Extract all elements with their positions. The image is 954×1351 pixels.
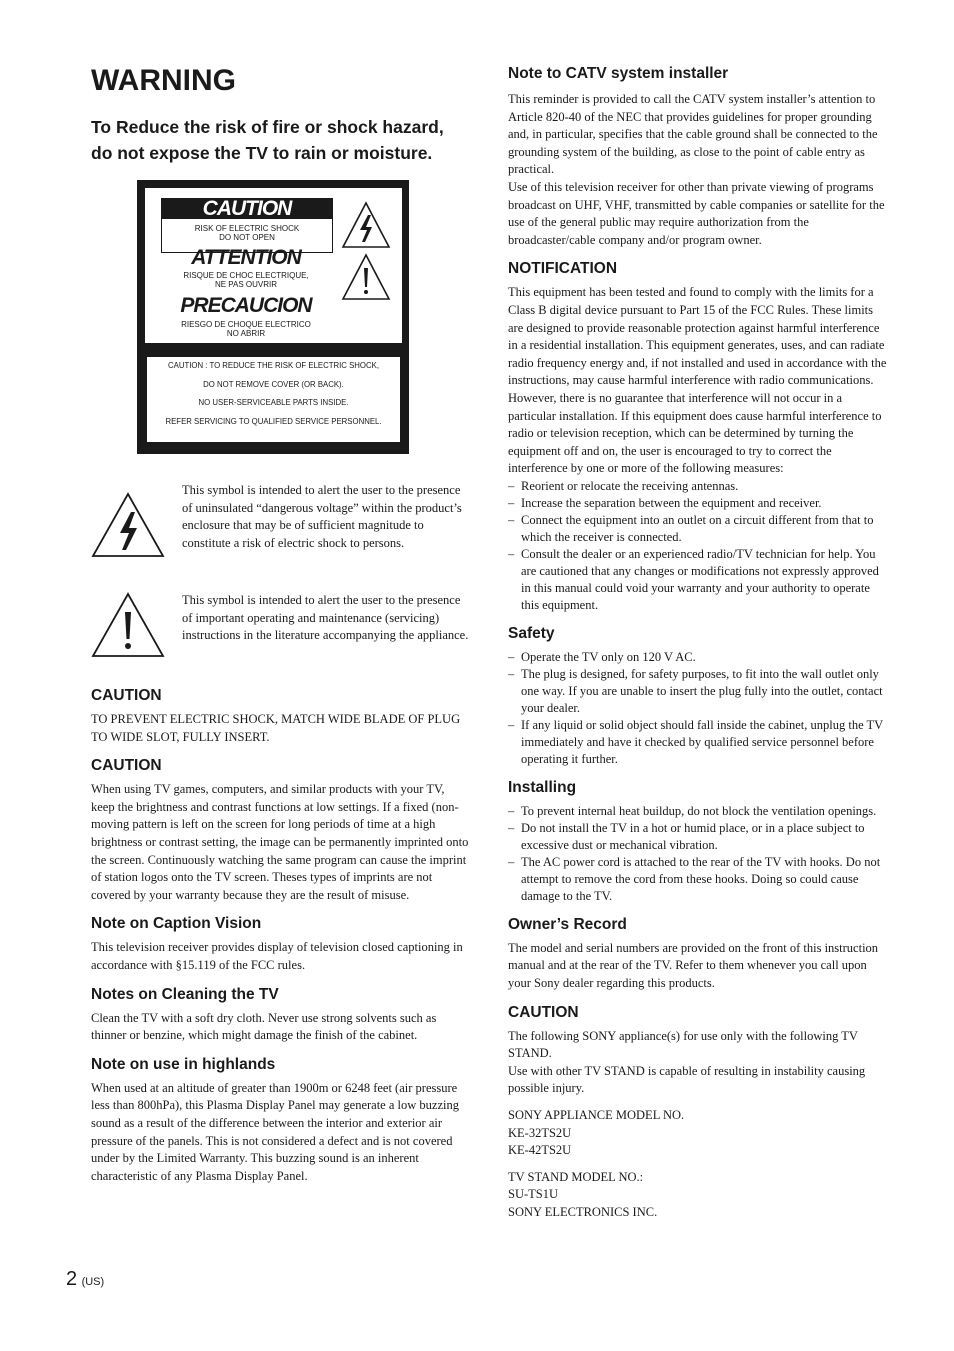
section-text: Use of this television receiver for other than private viewing of programs broadcast on UHF, VHF, transmitted by cable companies or satellite for the use of the general public may require authorization from the broadcaster/cable company and/or program owner. — [508, 179, 885, 247]
label-bottom-line: CAUTION : TO REDUCE THE RISK OF ELECTRIC SHOCK, — [168, 361, 379, 370]
page-number-suffix: (US) — [81, 1276, 105, 1288]
cleaning-section — [91, 985, 469, 1045]
highlands-section — [91, 1055, 469, 1186]
section-heading: CAUTION — [91, 687, 162, 704]
section-text: The model and serial numbers are provided on the front of this instruction manual and at the rear of the TV. Refer to them whenever you call upon your Sony dealer regarding this products. — [508, 940, 879, 991]
caution-frame — [161, 198, 333, 253]
label-bottom-line: NO USER-SERVICEABLE PARTS INSIDE. — [198, 398, 349, 407]
list-item: – Increase the separation between the equipment and receiver. — [508, 495, 888, 512]
label-bottom-line: DO NOT REMOVE COVER (OR BACK). — [203, 379, 344, 389]
section-heading: NOTIFICATION — [508, 260, 618, 278]
page-title: WARNING — [91, 64, 236, 97]
manufacturer: SONY ELECTRONICS INC. — [508, 1205, 658, 1219]
section-text: This equipment has been tested and found to comply with the limits for a Class B digital device pursuant to Part 15 of the FCC Rules. These limits are designed to provide reasonable protection against harmful interference in a residential installation. This equipment generates, uses, and can radiate radio frequency energy and, if not installed and used in accordance with the instructions, may cause harmful interference with radio communications. However, there is no guarantee that interference will not occur in a particular installation. If this equipment does cause harmful interference to radio or television reception, which can be determined by turning the equipment off and on, the user is encouraged to try to correct the interference by one or more of the following measures: — [508, 285, 887, 476]
attention-sub2: NE PAS OUVRIR — [214, 280, 278, 289]
section-text: This reminder is provided to call the CATV system installer’s attention to Article 820-40 of the NEC that provides guidelines for proper grounding and, in particular, specifies that the cable ground shall be connected to the grounding system of the building, as close to the point of cable entry as practical. — [508, 92, 878, 177]
precaucion-sub2: NO ABRIR — [226, 329, 266, 338]
symbol-exclamation-text: This symbol is intended to alert the user to the presence of important operating and maintenance (servicing) instructions in the literature accompanying the appliance. — [182, 593, 469, 643]
caution-sub1: RISK OF ELECTRIC SHOCK — [194, 224, 300, 233]
warning-subtitle: To Reduce the risk of fire or shock hazard, do not expose the TV to rain or moisture. — [91, 117, 444, 163]
list-item: – Do not install the TV in a hot or humid place, or in a place subject to excessive dust or mechanical vibration. — [508, 820, 888, 854]
owners-record-section — [508, 915, 888, 993]
stand-model: SU-TS1U — [508, 1187, 559, 1202]
caution-sub2: DO NOT OPEN — [219, 233, 275, 242]
section-heading: Safety — [508, 624, 555, 642]
attention-sub1: RISQUE DE CHOC ELECTRIQUE, — [183, 271, 309, 280]
section-heading: CAUTION — [91, 757, 162, 775]
exclamation-triangle-icon — [91, 592, 165, 658]
caption-vision-section — [91, 914, 469, 974]
list-item: – Operate the TV only on 120 V AC. — [508, 649, 888, 666]
caution-games-section — [91, 756, 469, 904]
caution-plug-section — [91, 686, 469, 746]
precaucion-sub1: RIESGO DE CHOQUE ELECTRICO — [181, 320, 311, 329]
symbol-lightning-text: This symbol is intended to alert the user to the presence of uninsulated “dangerous voltage” within the product’s enclosure that may be of sufficient magnitude to constitute a risk of electric shock to persons. — [182, 483, 462, 550]
exclamation-triangle-icon — [341, 252, 391, 302]
installing-section — [508, 778, 888, 905]
page-number — [66, 1268, 104, 1291]
stand-model-label: TV STAND MODEL NO.: — [508, 1169, 644, 1184]
appliance-model: KE-32TS2U — [508, 1125, 572, 1140]
caution-label-top — [145, 188, 402, 343]
section-heading: Installing — [508, 778, 577, 796]
list-item: – Reorient or relocate the receiving antennas. — [508, 478, 888, 495]
section-text: When used at an altitude of greater than 1900m or 6248 feet (air pressure less than 800hPa), this Plasma Display Panel may generate a low buzzing sound as a result of the difference between the interior and exterior air pressure of the panels. This is not considered a defect and is not covered under by the Limited Warranty. This buzzing sound is an inherent characteristic of any Plasma Display Panel. — [91, 1080, 459, 1183]
section-heading: Owner’s Record — [508, 915, 627, 933]
caution-label — [137, 180, 409, 454]
safety-list — [508, 649, 888, 768]
caution-stand-section — [508, 1003, 888, 1222]
list-item: – The AC power cord is attached to the rear of the TV with hooks. Do not attempt to remove the cord from these hooks. Doing so could cause damage to the TV. — [508, 854, 888, 905]
section-heading: Note to CATV system installer — [508, 65, 729, 82]
safety-section — [508, 624, 888, 768]
symbol-exclamation-row — [91, 592, 469, 676]
section-heading: CAUTION — [508, 1003, 579, 1021]
list-item: – If any liquid or solid object should fall inside the cabinet, unplug the TV immediately and have it checked by qualified service personnel before operating it further. — [508, 717, 888, 768]
left-column — [91, 62, 469, 1185]
lightning-triangle-icon — [91, 492, 165, 558]
attention-word: ATTENTION — [191, 246, 301, 269]
list-item: – Consult the dealer or an experienced radio/TV technician for help. You are cautioned that any changes or modifications not expressly approved in this manual could void your warranty and your authority to operate this equipment. — [508, 546, 888, 614]
list-item: – The plug is designed, for safety purposes, to fit into the wall outlet only one way. If you are unable to insert the plug fully into the outlet, contact your dealer. — [508, 666, 888, 717]
catv-section — [508, 64, 888, 249]
appliance-model-label: SONY APPLIANCE MODEL NO. — [508, 1108, 685, 1123]
list-item: – To prevent internal heat buildup, do not block the ventilation openings. — [508, 803, 888, 820]
right-column — [508, 64, 888, 1222]
precaucion-word: PRECAUCION — [180, 294, 312, 317]
section-heading: Note on use in highlands — [91, 1055, 276, 1073]
label-bottom-line: REFER SERVICING TO QUALIFIED SERVICE PERSONNEL. — [165, 416, 382, 426]
section-text: The following SONY appliance(s) for use only with the following TV STAND. — [508, 1028, 858, 1061]
list-item: – Connect the equipment into an outlet on a circuit different from that to which the receiver is connected. — [508, 512, 888, 546]
section-text: Use with other TV STAND is capable of resulting in instability causing possible injury. — [508, 1063, 866, 1096]
notification-section — [508, 259, 888, 614]
installing-list — [508, 803, 888, 905]
symbol-lightning-row — [91, 482, 469, 588]
caution-label-bottom — [147, 357, 400, 442]
notification-list — [508, 478, 888, 614]
section-text: TO PREVENT ELECTRIC SHOCK, MATCH WIDE BLADE OF PLUG TO WIDE SLOT, FULLY INSERT. — [91, 712, 461, 744]
lightning-triangle-icon — [341, 200, 391, 250]
caution-word: CAUTION — [202, 197, 292, 220]
section-heading: Notes on Cleaning the TV — [91, 985, 279, 1003]
page-number-value: 2 — [66, 1268, 78, 1290]
section-heading: Note on Caption Vision — [91, 915, 262, 933]
section-text: When using TV games, computers, and similar products with your TV, keep the brightness and contrast functions at low settings. If a fixed (non-moving pattern is left on the screen for long periods of time at a high brightness or contrast setting, the image can be permanently imprinted onto the screen. Continuously watching the same program can cause the imprint of station logos onto the TV screen. Theses types of imprints are not covered by your warranty because they are the result of misuse. — [91, 782, 469, 902]
appliance-model: KE-42TS2U — [508, 1143, 572, 1158]
section-text: Clean the TV with a soft dry cloth. Never use strong solvents such as thinner or benzine, which might damage the finish of the cabinet. — [91, 1010, 437, 1043]
section-text: This television receiver provides display of television closed captioning in accordance with §15.119 of the FCC rules. — [91, 940, 463, 972]
